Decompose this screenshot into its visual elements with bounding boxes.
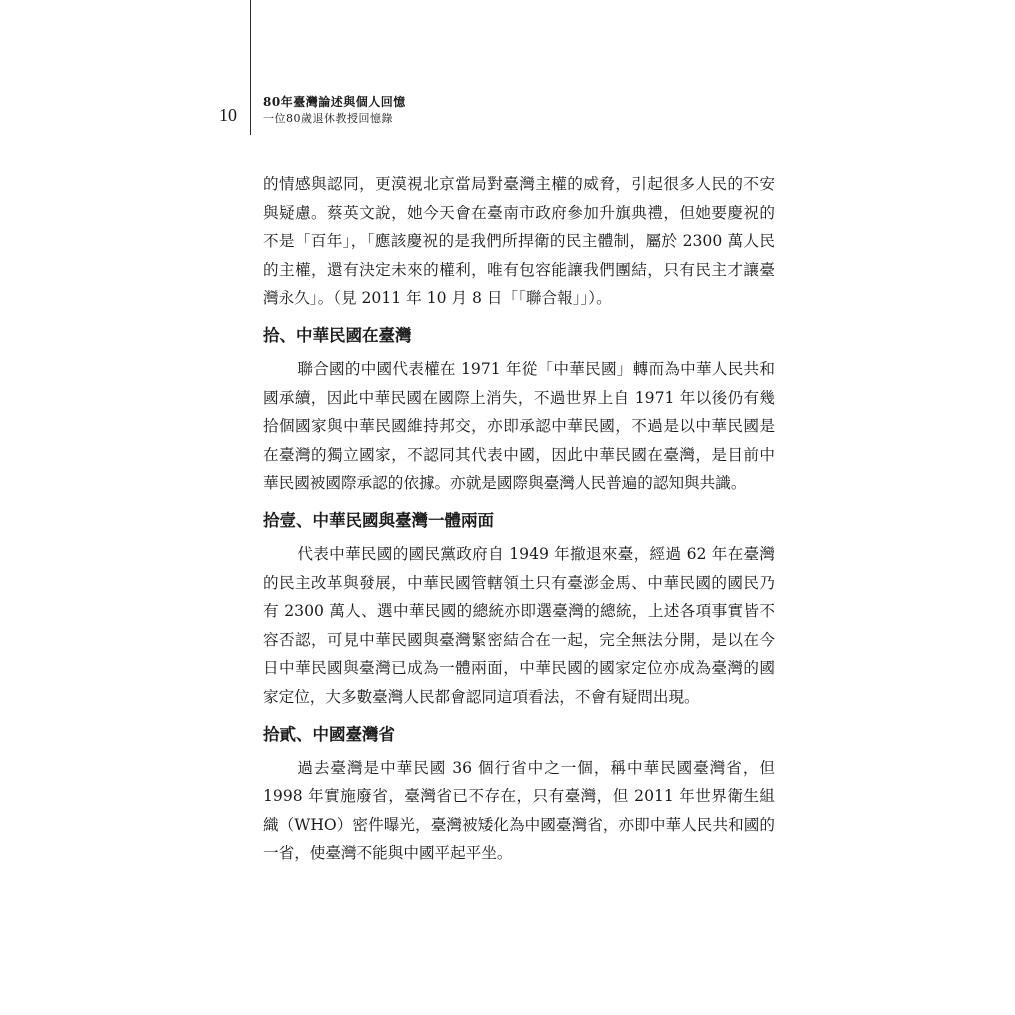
section-heading-12: 拾貳、中國臺灣省	[263, 724, 395, 744]
running-header-title: 80年臺灣論述與個人回憶	[263, 95, 406, 109]
page-body	[263, 170, 775, 868]
section-heading-11: 拾壹、中華民國與臺灣一體兩面	[263, 510, 494, 530]
section-heading-10: 拾、中華民國在臺灣	[263, 325, 412, 345]
running-header-subtitle: 一位80歲退休教授回憶錄	[263, 112, 393, 125]
section-paragraph-11: 代表中華民國的國民黨政府自 1949 年撤退來臺，經過 62 年在臺灣的民主改革與發展，中華民國管轄領土只有臺澎金馬、中華民國的國民乃有 2300 萬人、選中華民國的總統亦即選臺灣的總統，上述各項事實皆不容否認，可見中華民國與臺灣緊密結合在一起，完全無法分開，是以在今日中華民國與臺灣已成為一體兩面，中華民國的國家定位亦成為臺灣的國家定位，大多數臺灣人民都會認同這項看法，不會有疑問出現。	[263, 544, 775, 706]
header-divider-line	[250, 0, 251, 135]
section-paragraph-12: 過去臺灣是中華民國 36 個行省中之一個，稱中華民國臺灣省，但 1998 年實施廢省，臺灣省已不存在，只有臺灣，但 2011 年世界衛生組織（WHO）密件曝光，臺灣被矮化為中國臺灣省，亦即中華人民共和國的一省，使臺灣不能與中國平起平坐。	[263, 758, 775, 863]
section-paragraph-10: 聯合國的中國代表權在 1971 年從「中華民國」轉而為中華人民共和國承續，因此中華民國在國際上消失，不過世界上自 1971 年以後仍有幾拾個國家與中華民國維持邦交，亦即承認中華民國，不過是以中華民國是在臺灣的獨立國家，不認同其代表中國，因此中華民國在臺灣，是目前中華民國被國際承認的依據。亦就是國際與臺灣人民普遍的認知與共識。	[263, 359, 775, 493]
intro-paragraph: 的情感與認同，更漠視北京當局對臺灣主權的威脅，引起很多人民的不安與疑慮。蔡英文說，她今天會在臺南市政府參加升旗典禮，但她要慶祝的不是「百年」，「應該慶祝的是我們所捍衛的民主體制，屬於 2300 萬人民的主權，還有決定未來的權利，唯有包容能讓我們團結，只有民主才讓臺灣永久」。（見 2011 年 10 月 8 日「「聯合報」」）。	[263, 175, 775, 308]
page-number: 10	[219, 105, 237, 125]
